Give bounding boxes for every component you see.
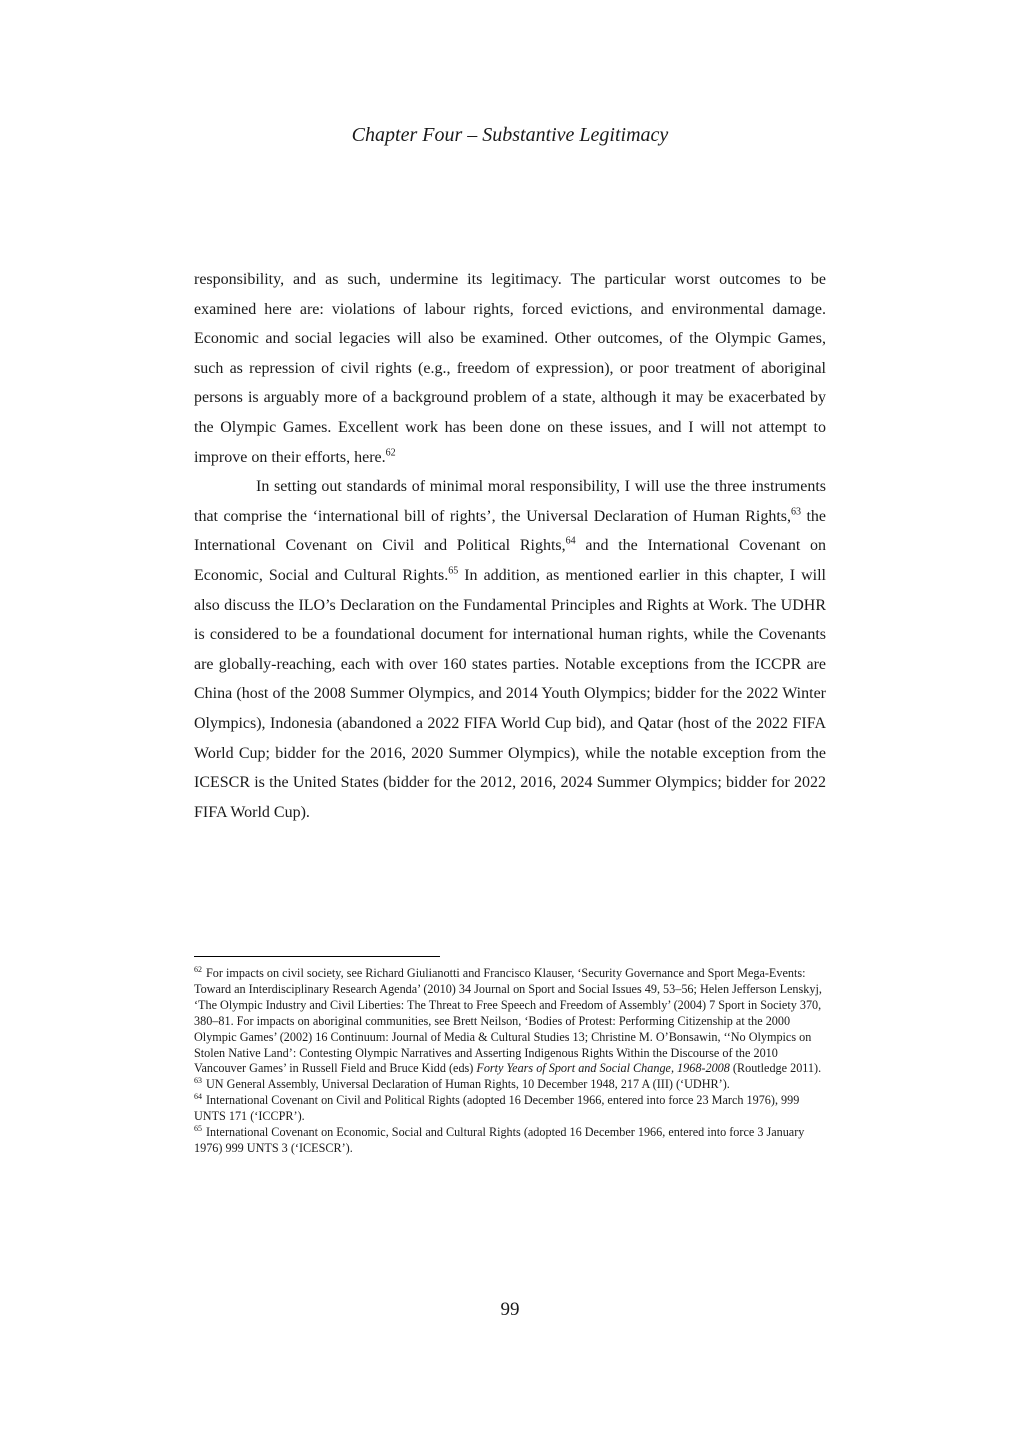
- footnotes: [194, 966, 826, 1157]
- footnote-number: 63: [194, 1076, 202, 1086]
- paragraph-1-text: responsibility, and as such, undermine its legitimacy. The particular worst outcomes to be examined here are: violations of labour rights, forced evictions, and environmental damage. Economic and social legacies will also be examined. Other outcomes, of the Olympic Games, such as repression of civil rights (e.g., freedom of expression), or poor treatment of aboriginal persons is arguably more of a background problem of a state, although it may be exacerbated by the Olympic Games. Excellent work has been done on these issues, and I will not attempt to improve on their efforts, here.: [194, 271, 826, 466]
- footnote-text: International Covenant on Civil and Political Rights (adopted 16 December 1966, entered into force 23 March 1976), 999 UNTS 171 (‘ICCPR’).: [194, 1093, 800, 1124]
- page-number: 99: [500, 1299, 520, 1320]
- footnote-number: 65: [194, 1124, 202, 1133]
- running-header: Chapter Four – Substantive Legitimacy: [351, 124, 669, 146]
- footnote-63: [194, 1077, 826, 1093]
- paragraph-2-text-a: In setting out standards of minimal moral responsibility, I will use the three instruments that comprise the ‘international bill of rights’, the Universal Declaration of Human Rights,: [194, 478, 826, 525]
- footnote-text: International Covenant on Economic, Social and Cultural Rights (adopted 16 December 1966, entered into force 3 January 1976) 999 UNTS 3 (‘ICESCR’).: [194, 1125, 805, 1155]
- footnote-65: [194, 1125, 826, 1157]
- footnote-62: [194, 966, 826, 1077]
- footnote-64: [194, 1093, 826, 1125]
- footnote-text: UN General Assembly, Universal Declaration of Human Rights, 10 December 1948, 217 A (III) (‘UDHR’).: [206, 1077, 730, 1092]
- footnote-ref-64: 64: [565, 536, 576, 548]
- footnote-book-title: Forty Years of Sport and Social Change, 1968-2008: [476, 1061, 730, 1076]
- paragraph-2-text-b: the International Covenant on Civil and Political Rights,: [194, 507, 827, 555]
- body-text: [194, 265, 826, 827]
- footnote-text-end: (Routledge 2011).: [729, 1061, 822, 1076]
- footnote-number: 64: [194, 1092, 202, 1102]
- footnote-ref-62: 62: [385, 447, 396, 459]
- paragraph-2-text-d: In addition, as mentioned earlier in this chapter, I will also discuss the ILO’s Declaration on the Fundamental Principles and Rights at Work. The UDHR is considered to be a foundational document for international human rights, while the Covenants are globally-reaching, each with over 160 states parties. Notable exceptions from the ICCPR are China (host of the 2008 Summer Olympics, and 2014 Youth Olympics; bidder for the 2022 Winter Olympics), Indonesia (abandoned a 2022 FIFA World Cup bid), and Qatar (host of the 2022 FIFA World Cup; bidder for the 2016, 2020 Summer Olympics), while the notable exception from the ICESCR is the United States (bidder for the 2012, 2016, 2024 Summer Olympics; bidder for 2022 FIFA World Cup).: [194, 566, 826, 821]
- footnote-separator: [194, 956, 440, 957]
- footnote-text: For impacts on civil society, see Richard Giulianotti and Francisco Klauser, ‘Security Governance and Sport Mega-Events: Toward an Interdisciplinary Research Agenda’ (2010) 34 Journal on Sport and Social Issues 49, 53–56; Helen Jefferson Lenskyj, ‘The Olympic Industry and Civil Liberties: The Threat to Free Speech and Freedom of Assembly’ (2004) 7 Sport in Society 370, 380–81. For impacts on aboriginal communities, see Brett Neilson, ‘Bodies of Protest: Performing Citizenship at the 2000 Olympic Games’ (2002) 16 Continuum: Journal of Media & Cultural Studies 13; Christine M. O’Bonsawin, ‘‘No Olympics on Stolen Native Land’: Contesting Olympic Narratives and Asserting Indigenous Rights Within the Discourse of the 2010 Vancouver Games’ in Russell Field and Bruce Kidd (eds): [194, 966, 822, 1076]
- paragraph-1: [194, 265, 826, 472]
- footnote-number: 62: [194, 964, 202, 974]
- footnote-ref-63: 63: [791, 506, 801, 518]
- footnote-ref-65: 65: [448, 565, 459, 577]
- paragraph-2-text-c: and the International Covenant on Economic, Social and Cultural Rights.: [194, 537, 826, 584]
- paragraph-2: [194, 472, 826, 827]
